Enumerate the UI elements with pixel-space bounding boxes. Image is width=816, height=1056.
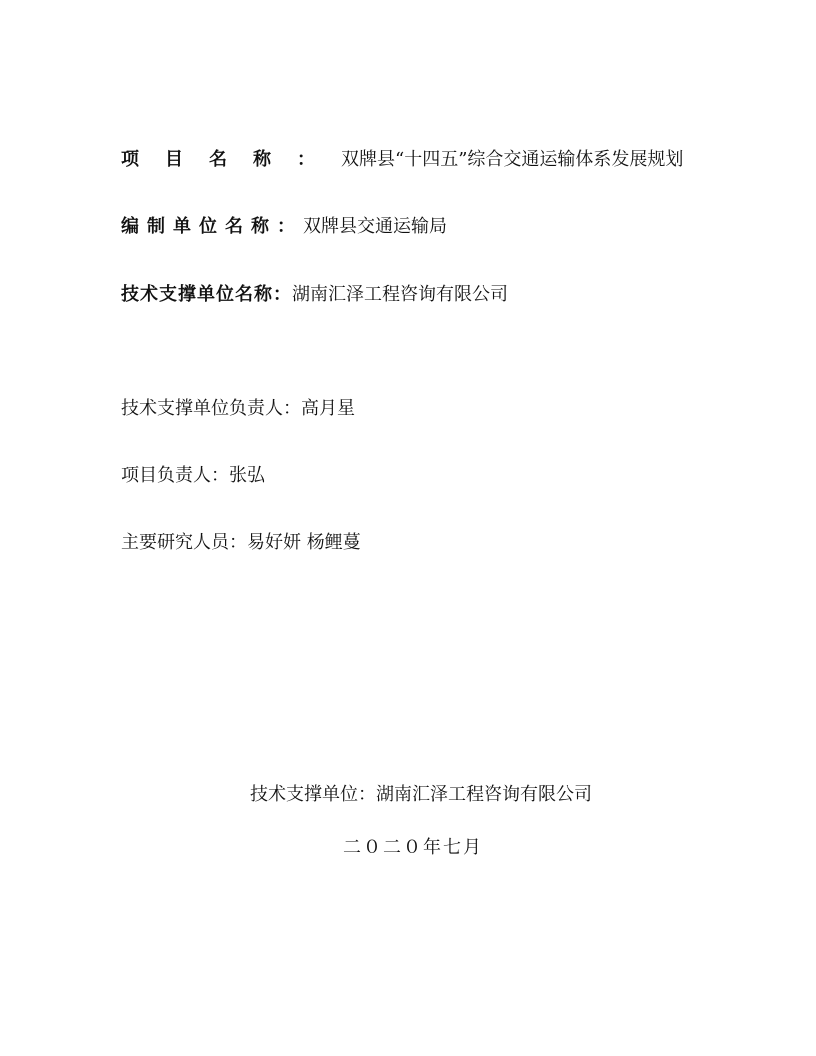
project-lead-line: 项目负责人：张弘 bbox=[121, 465, 265, 486]
project-name-label: 项目名称： bbox=[121, 149, 341, 170]
tech-lead-line: 技术支撑单位负责人：高月星 bbox=[121, 398, 355, 419]
tech-support-row bbox=[121, 283, 508, 307]
researchers-line: 主要研究人员：易好妍 杨鲤蔓 bbox=[121, 532, 361, 553]
tech-support-label: 技术支撑单位名称： bbox=[121, 284, 292, 305]
compiler-row bbox=[121, 215, 447, 239]
compiler-value: 双牌县交通运输局 bbox=[303, 216, 447, 237]
project-name-row bbox=[121, 148, 683, 172]
footer-support-unit: 技术支撑单位：湖南汇泽工程咨询有限公司 bbox=[250, 784, 592, 805]
tech-support-value: 湖南汇泽工程咨询有限公司 bbox=[292, 284, 508, 305]
footer-date: 二０二０年七月 bbox=[343, 837, 483, 858]
compiler-label: 编制单位名称： bbox=[121, 216, 303, 237]
project-name-value: 双牌县“十四五”综合交通运输体系发展规划 bbox=[341, 149, 684, 170]
